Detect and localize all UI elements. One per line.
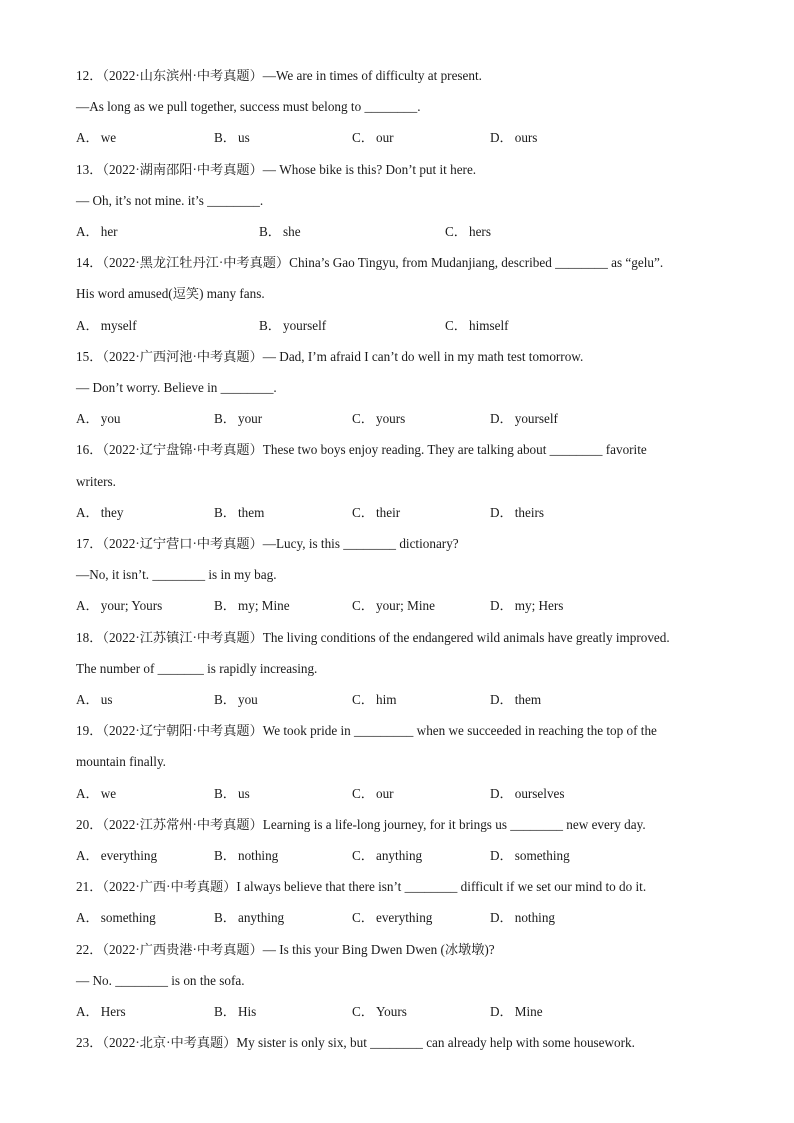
option-letter: B． (214, 910, 236, 926)
question-stem: 19．（2022·辽宁朝阳·中考真题）We took pride in _________ when we succeeded in reaching the top of the (76, 723, 657, 739)
option-letter: C． (352, 1004, 374, 1019)
option-letter: B． (214, 598, 236, 614)
option-b[interactable] (214, 1002, 256, 1022)
question-line: — Oh, it’s not mine. it’s ________. (76, 192, 264, 208)
option-d[interactable] (490, 846, 570, 866)
option-c[interactable] (445, 316, 509, 336)
answer-options (76, 503, 754, 523)
option-c[interactable] (352, 128, 394, 148)
option-letter: A． (76, 504, 99, 520)
option-a[interactable] (76, 409, 121, 429)
option-text: their (375, 504, 401, 520)
option-letter: D． (490, 692, 513, 707)
option-text: she (282, 224, 301, 239)
option-text: anything (375, 848, 423, 863)
option-d[interactable] (490, 1002, 543, 1022)
option-letter: C． (352, 598, 374, 614)
question-stem: 15．（2022·广西河池·中考真题）— Dad, I’m afraid I can’t do well in my math test tomorrow. (76, 348, 584, 364)
option-letter: C． (352, 504, 374, 520)
question-stem: 16．（2022·辽宁盘锦·中考真题）These two boys enjoy reading. They are talking about ________ favorite (76, 442, 647, 458)
option-text: yours (375, 411, 406, 427)
answer-options (76, 690, 754, 710)
option-text: himself (468, 317, 509, 333)
option-text: her (100, 224, 118, 239)
question-line: writers. (76, 473, 116, 489)
option-text: hers (468, 224, 491, 239)
option-text: us (237, 785, 250, 801)
option-text: nothing (237, 848, 279, 863)
option-a[interactable] (76, 222, 118, 242)
option-text: our (375, 785, 394, 801)
question-line: The number of _______ is rapidly increasing. (76, 660, 318, 676)
option-letter: B． (259, 224, 281, 239)
option-letter: B． (214, 848, 236, 863)
option-b[interactable] (259, 222, 301, 242)
option-c[interactable] (352, 784, 394, 804)
option-c[interactable] (352, 846, 422, 866)
option-b[interactable] (214, 596, 290, 616)
option-text: your; Yours (100, 598, 163, 614)
option-text: yourself (514, 411, 558, 427)
option-c[interactable] (352, 503, 400, 523)
option-a[interactable] (76, 690, 112, 710)
option-letter: B． (214, 785, 236, 801)
option-c[interactable] (445, 222, 491, 242)
question-line: —As long as we pull together, success must belong to ________. (76, 99, 421, 115)
answer-options (76, 409, 754, 429)
option-b[interactable] (214, 128, 250, 148)
option-text: you (100, 411, 121, 427)
option-letter: A． (76, 317, 99, 333)
option-text: yourself (282, 317, 327, 333)
option-text: my; Mine (237, 598, 290, 614)
option-text: they (100, 504, 124, 520)
option-letter: A． (76, 224, 99, 239)
option-b[interactable] (214, 409, 262, 429)
option-a[interactable] (76, 1002, 126, 1022)
option-text: ours (514, 130, 538, 146)
option-text: us (237, 130, 250, 146)
option-text: ourselves (514, 785, 565, 801)
option-text: my; Hers (514, 598, 564, 614)
option-letter: A． (76, 1004, 99, 1019)
answer-options (76, 1002, 754, 1022)
option-d[interactable] (490, 690, 541, 710)
option-a[interactable] (76, 128, 116, 148)
option-letter: A． (76, 598, 99, 614)
option-text: him (375, 692, 397, 707)
option-letter: C． (352, 910, 374, 926)
option-d[interactable] (490, 503, 544, 523)
question-stem: 12．（2022·山东滨州·中考真题）—We are in times of difficulty at present. (76, 68, 482, 83)
option-text: them (237, 504, 265, 520)
option-text: Hers (100, 1004, 126, 1019)
answer-options (76, 846, 754, 866)
option-letter: B． (214, 411, 236, 427)
option-d[interactable] (490, 409, 558, 429)
option-letter: B． (214, 692, 236, 707)
option-letter: D． (490, 848, 513, 863)
option-d[interactable] (490, 596, 563, 616)
question-line: His word amused(逗笑) many fans. (76, 286, 265, 302)
question-line: — Don’t worry. Believe in ________. (76, 380, 277, 395)
option-letter: A． (76, 848, 99, 863)
option-letter: D． (490, 1004, 513, 1019)
option-text: theirs (514, 504, 545, 520)
option-text: nothing (514, 910, 556, 926)
option-text: we (100, 130, 117, 146)
option-a[interactable] (76, 316, 137, 336)
option-letter: C． (352, 411, 374, 427)
option-text: something (100, 910, 156, 926)
option-a[interactable] (76, 784, 116, 804)
option-c[interactable] (352, 690, 397, 710)
option-b[interactable] (214, 846, 278, 866)
question-stem: 18．（2022·江苏镇江·中考真题）The living conditions of the endangered wild animals have greatly improved. (76, 629, 670, 645)
option-text: everything (100, 848, 158, 863)
option-letter: B． (214, 1004, 236, 1019)
option-letter: D． (490, 130, 513, 146)
question-stem: 13．（2022·湖南邵阳·中考真题）— Whose bike is this? Don’t put it here. (76, 161, 477, 177)
question-line: —No, it isn’t. ________ is in my bag. (76, 567, 277, 583)
option-c[interactable] (352, 1002, 407, 1022)
option-letter: B． (214, 130, 236, 146)
option-text: myself (100, 317, 137, 333)
option-b[interactable] (214, 908, 284, 928)
question-stem: 23．（2022·北京·中考真题）My sister is only six, but ________ can already help with some housework. (76, 1035, 635, 1051)
option-letter: D． (490, 910, 513, 926)
option-letter: A． (76, 411, 99, 427)
option-letter: D． (490, 411, 513, 427)
option-text: His (237, 1004, 257, 1019)
option-c[interactable] (352, 409, 405, 429)
option-letter: C． (352, 848, 374, 863)
option-letter: D． (490, 785, 513, 801)
option-letter: B． (259, 317, 281, 333)
option-letter: A． (76, 910, 99, 926)
option-text: everything (375, 910, 433, 926)
answer-options (76, 908, 754, 928)
question-line: — No. ________ is on the sofa. (76, 972, 245, 988)
question-stem: 22．（2022·广西贵港·中考真题）— Is this your Bing Dwen Dwen (冰墩墩)? (76, 941, 495, 957)
question-stem: 20．（2022·江苏常州·中考真题）Learning is a life-long journey, for it brings us ________ new every day. (76, 816, 646, 832)
option-text: something (514, 848, 570, 863)
option-text: them (514, 692, 542, 707)
question-stem: 21．（2022·广西·中考真题）I always believe that there isn’t ________ difficult if we set our mind to do it. (76, 879, 647, 895)
answer-options (76, 784, 754, 804)
answer-options (76, 128, 754, 148)
option-letter: B． (214, 504, 236, 520)
answer-options (76, 222, 754, 242)
option-b[interactable] (214, 690, 258, 710)
option-a[interactable] (76, 846, 157, 866)
option-letter: D． (490, 504, 513, 520)
option-a[interactable] (76, 503, 123, 523)
option-c[interactable] (352, 908, 432, 928)
option-letter: A． (76, 785, 99, 801)
answer-options (76, 596, 754, 616)
option-b[interactable] (214, 503, 264, 523)
option-text: we (100, 785, 117, 801)
option-letter: A． (76, 130, 99, 146)
option-letter: C． (445, 317, 467, 333)
option-text: us (100, 692, 113, 707)
option-text: Mine (514, 1004, 543, 1019)
option-letter: C． (352, 692, 374, 707)
question-stem: 17．（2022·辽宁营口·中考真题）—Lucy, is this ________ dictionary? (76, 536, 459, 551)
option-text: Yours (375, 1004, 407, 1019)
option-c[interactable] (352, 596, 435, 616)
option-a[interactable] (76, 596, 162, 616)
option-d[interactable] (490, 784, 565, 804)
question-stem: 14．（2022·黑龙江牡丹江·中考真题）China’s Gao Tingyu, from Mudanjiang, described ________ as “gelu”. (76, 255, 664, 271)
option-d[interactable] (490, 908, 555, 928)
option-letter: C． (352, 130, 374, 146)
option-a[interactable] (76, 908, 156, 928)
option-b[interactable] (214, 784, 250, 804)
option-d[interactable] (490, 128, 537, 148)
option-text: your (237, 411, 263, 427)
option-letter: C． (352, 785, 374, 801)
option-text: our (375, 130, 394, 146)
option-b[interactable] (259, 316, 326, 336)
option-text: anything (237, 910, 285, 926)
option-text: you (237, 692, 258, 707)
option-letter: D． (490, 598, 513, 614)
question-line: mountain finally. (76, 754, 166, 770)
option-letter: C． (445, 224, 467, 239)
option-letter: A． (76, 692, 99, 707)
answer-options (76, 316, 754, 336)
option-text: your; Mine (375, 598, 435, 614)
